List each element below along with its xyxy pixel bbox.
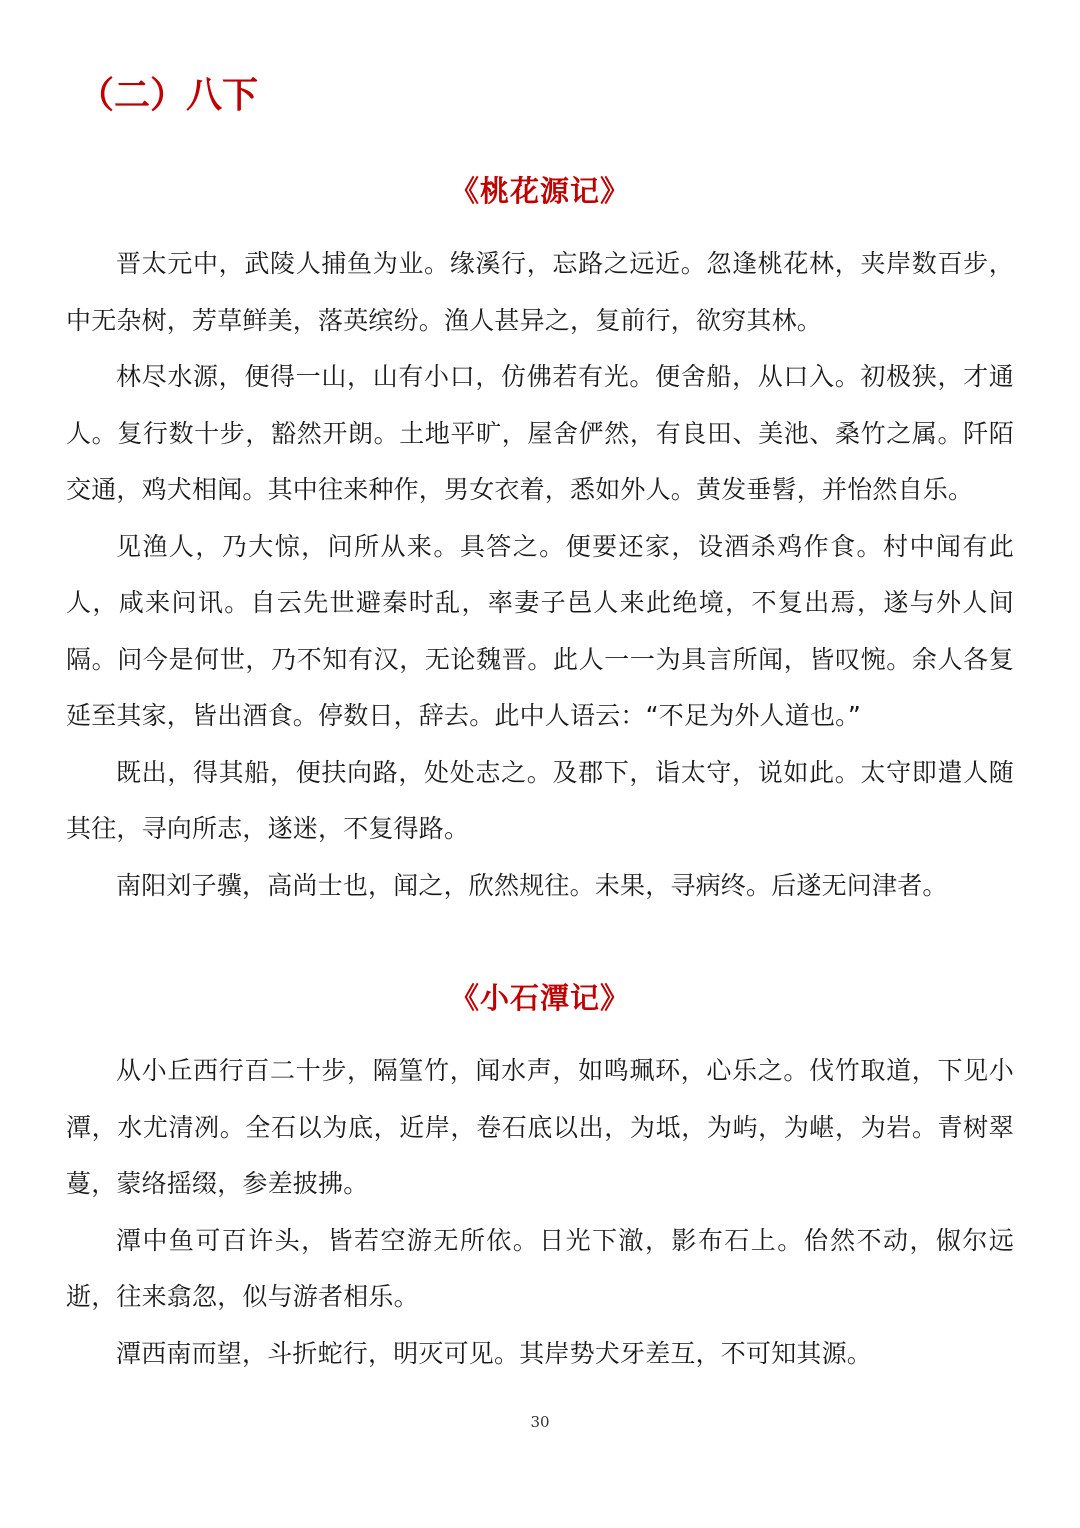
article-paragraph: 见渔人，乃大惊，问所从来。具答之。便要还家，设酒杀鸡作食。村中闻有此人，咸来问讯。自云先世避秦时乱，率妻子邑人来此绝境，不复出焉，遂与外人间隔。问今是何世，乃不知有汉，无论魏晋。此人一一为具言所闻，皆叹惋。余人各复延至其家，皆出酒食。停数日，辞去。此中人语云：“不足为外人道也。” [66,531,1014,730]
article-paragraph: 晋太元中，武陵人捕鱼为业。缘溪行，忘路之远近。忽逢桃花林，夹岸数百步，中无杂树，芳草鲜美，落英缤纷。渔人甚异之，复前行，欲穷其林。 [66,249,1014,335]
article-paragraph: 潭中鱼可百许头，皆若空游无所依。日光下澈，影布石上。佁然不动，俶尔远逝，往来翕忽，似与游者相乐。 [66,1225,1014,1311]
article-paragraph: 潭西南而望，斗折蛇行，明灭可见。其岸势犬牙差互，不可知其源。 [116,1338,873,1368]
article-paragraph: 南阳刘子骥，高尚士也，闻之，欣然规往。未果，寻病终。后遂无问津者。 [116,870,948,900]
article-title: 《桃花源记》 [449,174,630,208]
article-paragraph: 从小丘西行百二十步，隔篁竹，闻水声，如鸣珮环，心乐之。伐竹取道，下见小潭，水尤清冽。全石以为底，近岸，卷石底以出，为坻，为屿，为嵁，为岩。青树翠蔓，蒙络摇缀，参差披拂。 [66,1056,1014,1198]
article-taohuayuanji [66,168,1014,914]
article-paragraph: 林尽水源，便得一山，山有小口，仿佛若有光。便舍船，从口入。初极狭，才通人。复行数十步，豁然开朗。土地平旷，屋舍俨然，有良田、美池、桑竹之属。阡陌交通，鸡犬相闻。其中往来种作，男女衣着，悉如外人。黄发垂髫，并怡然自乐。 [66,362,1014,504]
section-heading: （二）八下 [78,75,259,116]
article-xiaoshitanji [66,975,1014,1382]
page-number: 30 [530,1413,550,1431]
article-title: 《小石潭记》 [449,981,630,1015]
article-paragraph: 既出，得其船，便扶向路，处处志之。及郡下，诣太守，说如此。太守即遣人随其往，寻向所志，遂迷，不复得路。 [66,757,1014,843]
